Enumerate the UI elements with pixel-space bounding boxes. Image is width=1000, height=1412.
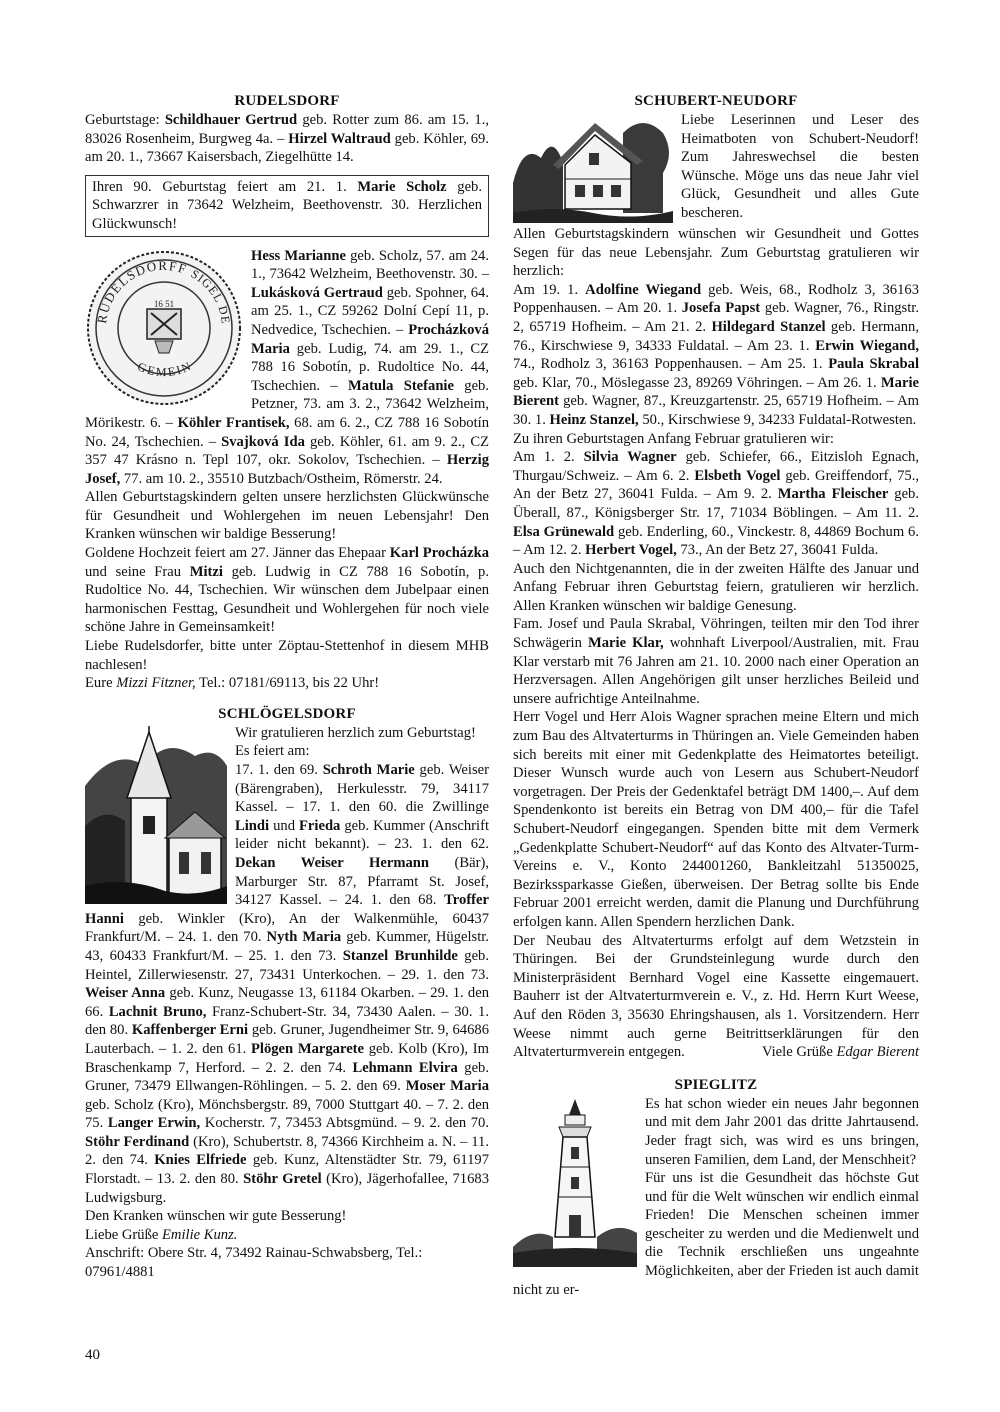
rudelsdorf-birthdays: Geburtstage: Schildhauer Gertrud geb. Rotter zum 86. am 15. 1., 83026 Rosenheim, Burgweg 4a. – Hirzel Waltraud geb. Köhler, 69. am 20. 1., 73667 Kaisersbach, Ziegelhütte 14.	[85, 112, 489, 166]
rudelsdorf-seal-image	[85, 249, 243, 407]
schubert-neudorf-tower-construction: Der Neubau des Altvaterturms erfolgt auf dem Wetzstein in Thüringen. Bei der Grundsteinlegung wurde durch den Ministerpräsident Bernhard Vogel eine Kassette eingemauert. Bauherr ist der Altvaterturmverein e. V., z. Hd. Herrn Kurt Weese, Auf den Röden 3, 35630 Ehringshausen, als 1. Vorsitzendern. Herr Weese nimmt auch gerne Beitrittserklärungen für den Altvaterturmverein entgegen. Viele Grüße Edgar Bierent	[513, 932, 919, 1061]
right-column	[513, 92, 919, 1299]
schloegelsdorf-wishes: Den Kranken wünschen wir gute Besserung!	[85, 1208, 347, 1225]
spieglitz-paragraph-2: Für uns ist die Gesundheit das höchste Gut und für die Welt wünschen wir endlich einmal Frieden! Die Menschen scheinen immer gescheiter zu werden und die Medienwelt und die Technik erschließen uns ungeahnte Möglichkeiten, aber der Frieden ist auch damit nicht zu er-	[513, 1170, 919, 1298]
schloegelsdorf-intro-2: Es feiert am:	[235, 743, 310, 760]
seal-text-right: SIGEL DE	[188, 266, 233, 325]
schloegelsdorf-church-image	[85, 726, 227, 904]
schloegelsdorf-heading: SCHLÖGELSDORF	[218, 705, 356, 722]
rudelsdorf-90th-box: Ihren 90. Geburtstag feiert am 21. 1. Marie Scholz geb. Schwarzrer in 73642 Welzheim, Beethovenstr. 30. Herzlichen Glückwunsch!	[85, 175, 489, 237]
rudelsdorf-wishes: Allen Geburtstagskindern gelten unsere herzlichsten Glückwünsche für Gesundheit und Wohlergehen im neuen Lebensjahr! Den Kranken wünschen wir baldige Besserung!	[85, 489, 489, 543]
tower-icon	[513, 1097, 637, 1267]
schubert-neudorf-general-wishes: Auch den Nichtgenannten, die in der zweiten Hälfte des Januar und Anfang Februar ihren Geburtstag feiern, gratulieren wir herzlich. Allen Kranken wünschen wir baldige Genesung.	[513, 560, 919, 614]
seal-text-top: RUDELSDORFF	[94, 257, 190, 325]
rudelsdorf-note: Liebe Rudelsdorfer, bitte unter Zöptau-Stettenhof in diesem MHB nachlesen!	[85, 638, 489, 673]
farmhouse-icon	[513, 113, 673, 223]
schubert-neudorf-heading: SCHUBERT-NEUDORF	[634, 93, 798, 109]
church-icon	[85, 726, 227, 904]
spieglitz-tower-image	[513, 1097, 637, 1267]
schubert-neudorf-tower-donation: Herr Vogel und Herr Alois Wagner sprachen meine Eltern und mich zum Bau des Altvaterturms in Thüringen an. Viele Gemeinden haben sich bereits mit einer mit Gedenkplatte des Heimatortes beteiligt. Dieser Wunsch wurde auch von Lesern aus Schubert-Neudorf vorgetragen. Der Preis der Gedenktafel beträgt DM 1400,–. Auf dem Spendenkonto ist bereits ein Betrag von DM 400,– für die Tafel Schubert-Neudorf eingegangen. Spenden bitte mit dem Vermerk „Gedenkplatte Schubert-Neudorf“ auf das Konto des Altvater-Turm-Vereins e. V., Konto 244001260, Bankleitzahl 51350025, Bezirkssparkasse Gießen, überweisen. Der Betrag sollte bis Ende Februar 2001 erreicht werden, damit die Planung und Durchführung erfolgen kann. Allen Spendern herzlichen Dank.	[513, 709, 919, 930]
page-number: 40	[85, 1347, 100, 1363]
seal-text-bottom: GEMEIN	[135, 357, 195, 379]
schubert-neudorf-birthdays-feb: Am 1. 2. Silvia Wagner geb. Schiefer, 66., Eitzisloh Egnach, Thurgau/Schweiz. – Am 6. 2. Elsbeth Vogel geb. Greiffendorf, 75., An der Betz 27, 36041 Fulda. – Am 9. 2. Martha Fleischer geb. Überall, 87., Königsberger Str. 17, 71034 Böblingen. – Am 11. 2. Elsa Grünewald geb. Enderling, 60., Vinckestr. 8, 44869 Bochum 6. – Am 12. 2. Herbert Vogel, 73., An der Betz 27, 36041 Fulda.	[513, 449, 919, 559]
rudelsdorf-heading: RUDELSDORF	[234, 93, 340, 109]
schubert-neudorf-obituary: Fam. Josef und Paula Skrabal, Vöhringen, teilten mir den Tod ihrer Schwägerin Marie Klar, wohnhaft Liverpool/Australien, mit. Frau Klar verstarb mit 76 Jahren am 21. 10. 2000 nach einer Operation an Herzversagen. Allen Angehörigen gilt unser herzliches Beileid und unsere aufrichtige Anteilnahme.	[513, 616, 919, 707]
schloegelsdorf-birthdays: 17. 1. den 69. Schroth Marie geb. Weiser (Bärengraben), Herkulesstr. 79, 34117 Kassel. – 17. 1. den 60. die Zwillinge Lindi und Frieda geb. Kummer (Anschrift leider nicht bekannt). – 23. 1. den 62. Dekan Weiser Hermann (Bär), Marburger Str. 87, Pfarramt St. Josef, 34127 Kassel. – 24. 1. den 68. Troffer Hanni geb. Winkler (Kro), An der Walkenmühle, 60437 Frankfurt/M. – 24. 1. den 70. Nyth Maria geb. Kummer, Hügelstr. 43, 60433 Frankfurt/M. – 25. 1. den 73. Stanzel Brunhilde geb. Heintel, Zillerwiesenstr. 27, 73431 Unterkochen. – 29. 1. den 73. Weiser Anna geb. Kunz, Neugasse 13, 61184 Okarben. – 29. 1. den 66. Lachnit Bruno, Franz-Schubert-Str. 34, 73430 Aalen. – 30. 1. den 80. Kaffenberger Erni geb. Gruner, Jugendheimer Str. 9, 64686 Lauterbach. – 1. 2. den 61. Plögen Margarete geb. Kolb (Kro), Im Braschenkamp 7, Herford. – 2. 2. den 74. Lehmann Elvira geb. Gruner, 73479 Ellwangen-Röhlingen. – 5. 2. den 69. Moser Maria geb. Scholz (Kro), Mönchsbergstr. 89, 7000 Stuttgart 40. – 7. 2. den 75. Langer Erwin, Kocherstr. 7, 73453 Abtsgmünd. – 9. 2. den 70. Stöhr Ferdinand (Kro), Schubertstr. 8, 74366 Kirchheim a. N. – 11. 2. den 74. Knies Elfriede geb. Kunz, Altenstädter Str. 79, 61197 Florstadt. – 13. 2. den 80. Stöhr Gretel (Kro), Jägerhofallee, 71683 Ludwigsburg.	[85, 762, 490, 1206]
rudelsdorf-birthdays-2: Hess Marianne geb. Scholz, 57. am 24. 1., 73642 Welzheim, Beethovenstr. 30. – Lukásková Gertraud geb. Spohner, 64. am 25. 1., CZ 59262 Dolní Cepí 11, p. Nedvedice, Tschechien. – Procházková Maria geb. Ludig, 74. am 29. 1., CZ 788 16 Sobotín, p. Rudoltice No. 44, Tschechien. – Matula Stefanie geb. Petzner, 73. am 3. 2., 73642 Welzheim, Mörikestr. 6. – Köhler Frantisek, 68. am 6. 2., CZ 788 16 Sobotín No. 24, Tschechien. – Svajková Ida geb. Köhler, 61. am 9. 2., CZ 357 47 Krásno n. Tepl 107, okr. Sokolov, Tschechien. – Herzig Josef, 77. am 10. 2., 35510 Butzbach/Ostheim, Römerstr. 24.	[85, 247, 489, 487]
schloegelsdorf-intro: Wir gratulieren herzlich zum Geburtstag!	[235, 724, 476, 741]
schubert-neudorf-house-image	[513, 113, 673, 223]
schubert-neudorf-wishes: Allen Geburtstagskindern wünschen wir Gesundheit und Gottes Segen für das neue Lebensjahr. Zum Geburtstag gratulieren wir herzlich:	[513, 226, 919, 280]
schubert-neudorf-feb-intro: Zu ihren Geburtstagen Anfang Februar gratulieren wir:	[513, 430, 834, 447]
spieglitz-heading: SPIEGLITZ	[674, 1076, 758, 1093]
schubert-neudorf-intro: Liebe Leserinnen und Leser des Heimatboten von Schubert-Neudorf! Zum Jahreswechsel die besten Wünsche. Möge uns das neue Jahr viel Glück, Gesundheit und alles Gute bescheren.	[681, 112, 919, 221]
schubert-neudorf-signature: Viele Grüße Edgar Bierent	[761, 1044, 919, 1061]
rudelsdorf-golden-wedding: Goldene Hochzeit feiert am 27. Jänner das Ehepaar Karl Procházka und seine Frau Mitzi geb. Ludwig in CZ 788 16 Sobotín, p. Rudoltice No. 44, Tschechien. Wir wünschen dem Jubelpaar einen harmonischen Festtag, Gesundheit und Wohlergehen für noch viele schöne Jahre in Gemeinsamkeit!	[85, 545, 489, 636]
rudelsdorf-signature: Eure Mizzi Fitzner, Tel.: 07181/69113, bis 22 Uhr!	[85, 675, 380, 692]
left-column	[85, 92, 489, 1282]
seal-icon	[85, 249, 243, 407]
schloegelsdorf-signature: Liebe Grüße Emilie Kunz.	[85, 1226, 238, 1243]
schubert-neudorf-birthdays-jan: Am 19. 1. Adolfine Wiegand geb. Weis, 68., Rodholz 3, 36163 Poppenhausen. – Am 20. 1. Josefa Papst geb. Wagner, 76., Ringstr. 2, 65719 Hofheim. – Am 21. 2. Hildegard Stanzel geb. Hermann, 76., Kirschwiese 9, 34333 Fuldatal. – Am 23. 1. Erwin Wiegand, 74., Rodholz 3, 36163 Poppenhausen. – Am 25. 1. Paula Skrabal geb. Klar, 70., Möslegasse 23, 89269 Vöhringen. – Am 26. 1. Marie Bierent geb. Wagner, 87., Kreuzgartenstr. 25, 65719 Hofheim. – Am 30. 1. Heinz Stanzel, 50., Kirschwiese 9, 34233 Fuldatal-Rotwesten.	[513, 281, 919, 428]
seal-year: 16 51	[153, 298, 175, 309]
spieglitz-paragraph-1: Es hat schon wieder ein neues Jahr begonnen und mit dem Jahr 2001 das dritte Jahrtausend. Jeder fragt sich, was wird es uns bringen, unseren Familien, dem Land, der Menschheit?	[645, 1095, 919, 1168]
schloegelsdorf-address: Anschrift: Obere Str. 4, 73492 Rainau-Schwabsberg, Tel.: 07961/4881	[85, 1245, 423, 1281]
